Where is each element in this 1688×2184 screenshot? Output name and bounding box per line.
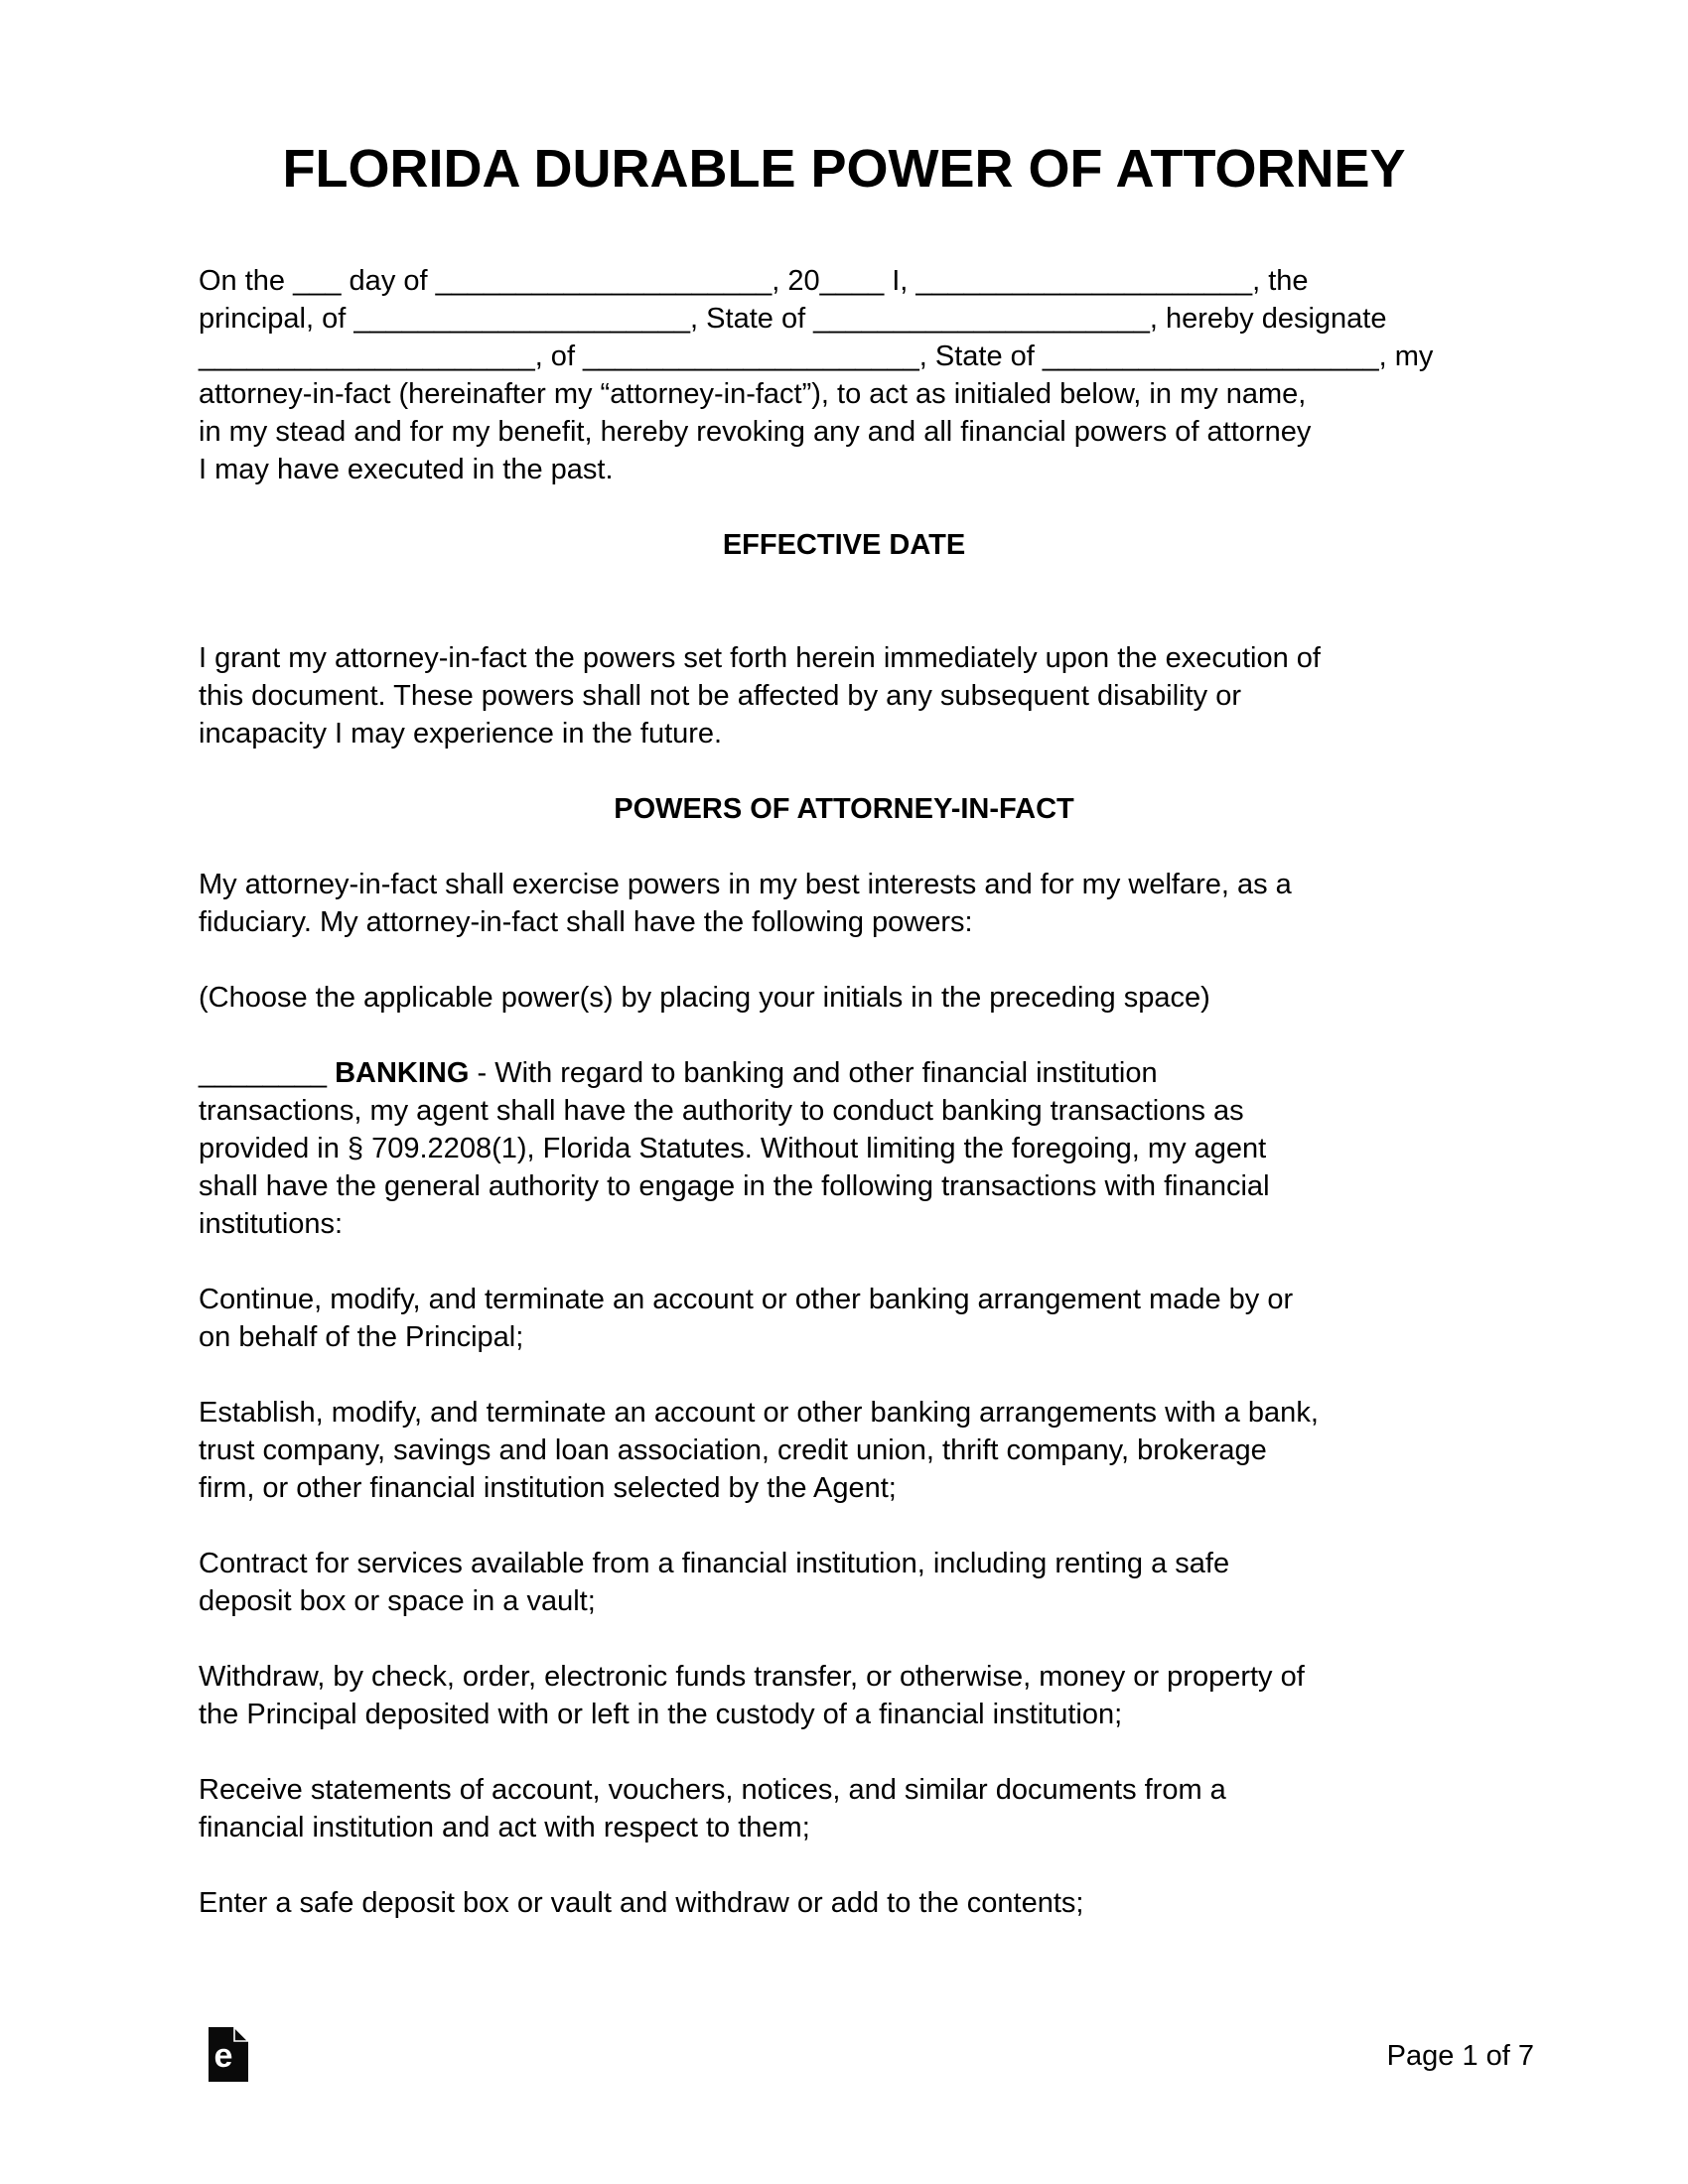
text-line: attorney-in-fact (hereinafter my “attorney-in-fact”), to act as initialed below, in my name, bbox=[199, 378, 1307, 410]
section-heading-powers-of-attorney-in-fact: POWERS OF ATTORNEY-IN-FACT bbox=[614, 793, 1074, 825]
eforms-logo-icon bbox=[209, 2027, 248, 2082]
clause-continue-accounts bbox=[199, 1281, 1489, 1356]
text-line: Receive statements of account, vouchers, notices, and similar documents from a bbox=[199, 1774, 1226, 1806]
banking-clause-body bbox=[199, 1092, 1489, 1243]
text-line: Establish, modify, and terminate an account or other banking arrangements with a bank, bbox=[199, 1397, 1319, 1429]
banking-clause-lead-line bbox=[199, 1054, 1489, 1092]
section-heading-effective-date: EFFECTIVE DATE bbox=[722, 529, 966, 561]
text-line: _____________________, of _____________________, State of _____________________, my bbox=[199, 341, 1434, 372]
text-line: I may have executed in the past. bbox=[199, 454, 614, 485]
text-line: shall have the general authority to engage in the following transactions with financial bbox=[199, 1170, 1270, 1202]
text-line: principal, of _____________________, State of _____________________, hereby designate bbox=[199, 303, 1387, 335]
text-line: deposit box or space in a vault; bbox=[199, 1585, 596, 1617]
document-title: FLORIDA DURABLE POWER OF ATTORNEY bbox=[282, 139, 1406, 199]
clause-withdraw-funds bbox=[199, 1658, 1489, 1733]
text-line: transactions, my agent shall have the authority to conduct banking transactions as bbox=[199, 1095, 1244, 1127]
text-line: fiduciary. My attorney-in-fact shall have the following powers: bbox=[199, 906, 973, 938]
text-line: provided in § 709.2208(1), Florida Statutes. Without limiting the foregoing, my agent bbox=[199, 1133, 1267, 1164]
powers-paragraph bbox=[199, 866, 1489, 941]
logo-letter: e bbox=[213, 2037, 233, 2075]
effective-date-paragraph bbox=[199, 639, 1489, 752]
logo-folded-corner bbox=[234, 2027, 248, 2041]
text-line: On the ___ day of _____________________, 20____ I, _____________________, the bbox=[199, 265, 1309, 297]
document-content bbox=[199, 139, 1489, 1960]
choose-powers-instruction bbox=[199, 979, 1489, 1017]
clause-establish-accounts bbox=[199, 1394, 1489, 1507]
page-number-label: Page 1 of 7 bbox=[1386, 2040, 1534, 2072]
text-line: financial institution and act with respect to them; bbox=[199, 1812, 810, 1843]
initials-blank: ________ bbox=[199, 1057, 336, 1089]
text-line: Contract for services available from a financial institution, including renting a safe bbox=[199, 1548, 1230, 1579]
text-line: Withdraw, by check, order, electronic funds transfer, or otherwise, money or property of bbox=[199, 1661, 1305, 1693]
text-line: Continue, modify, and terminate an account or other banking arrangement made by or bbox=[199, 1284, 1294, 1315]
text-line: the Principal deposited with or left in the custody of a financial institution; bbox=[199, 1699, 1123, 1730]
text-line: institutions: bbox=[199, 1208, 344, 1240]
text-line: firm, or other financial institution selected by the Agent; bbox=[199, 1472, 897, 1504]
banking-clause bbox=[199, 1054, 1489, 1243]
text-line: in my stead and for my benefit, hereby revoking any and all financial powers of attorney bbox=[199, 416, 1312, 448]
clause-contract-services bbox=[199, 1545, 1489, 1620]
text-line: on behalf of the Principal; bbox=[199, 1321, 524, 1353]
banking-lead-rest: - With regard to banking and other financial institution bbox=[469, 1057, 1158, 1089]
clause-enter-safe-deposit-box bbox=[199, 1884, 1489, 1922]
text-line: (Choose the applicable power(s) by placing your initials in the preceding space) bbox=[199, 982, 1210, 1014]
text-line: I grant my attorney-in-fact the powers set forth herein immediately upon the execution of bbox=[199, 642, 1321, 674]
text-line: this document. These powers shall not be affected by any subsequent disability or bbox=[199, 680, 1242, 712]
intro-paragraph bbox=[199, 262, 1489, 488]
clause-receive-statements bbox=[199, 1771, 1489, 1846]
text-line: My attorney-in-fact shall exercise powers in my best interests and for my welfare, as a bbox=[199, 869, 1292, 900]
text-line: incapacity I may experience in the future. bbox=[199, 718, 723, 750]
text-line: trust company, savings and loan association, credit union, thrift company, brokerage bbox=[199, 1434, 1267, 1466]
banking-term: BANKING bbox=[335, 1057, 470, 1089]
text-line: Enter a safe deposit box or vault and withdraw or add to the contents; bbox=[199, 1887, 1084, 1919]
